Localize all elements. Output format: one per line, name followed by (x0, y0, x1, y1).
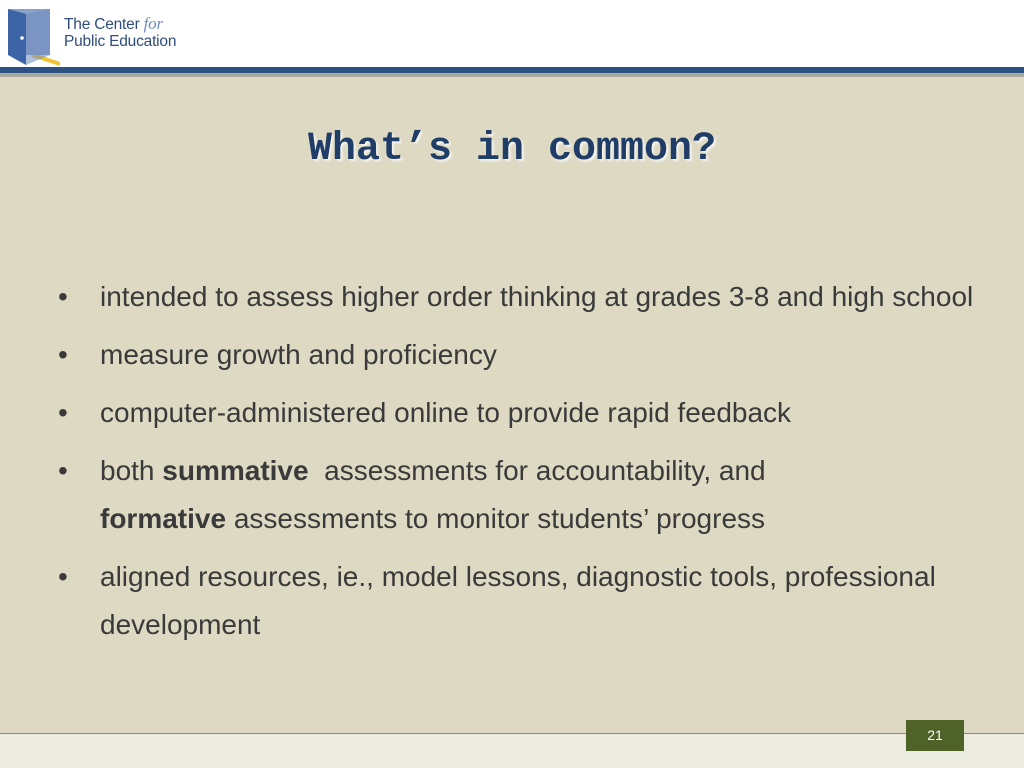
bullet-text: intended to assess higher order thinking at grades 3-8 and high school (100, 281, 974, 312)
logo-line-1: The Center for (64, 14, 163, 33)
bullet-item (58, 273, 978, 321)
bullet-icon: • (58, 397, 68, 428)
bullet-icon: • (58, 281, 68, 312)
bullet-item (58, 447, 978, 543)
bullet-text: computer-administered online to provide rapid feedback (100, 397, 792, 428)
slide-title: What’s in common? (307, 127, 717, 172)
bullet-icon: • (58, 561, 68, 592)
bullet-item (58, 331, 978, 379)
slide-number: 21 (906, 720, 964, 751)
bullet-icon: • (58, 339, 68, 370)
footer-bar (0, 733, 1024, 768)
bullet-icon: • (58, 455, 68, 486)
logo-wordmark (64, 15, 176, 50)
bullet-item (58, 389, 978, 437)
logo-for: for (143, 14, 163, 33)
open-door-logo-icon (4, 5, 64, 67)
header (0, 0, 1024, 68)
bullet-text: measure growth and proficiency (100, 339, 497, 370)
bold-formative: formative (100, 503, 227, 534)
bullet-text: aligned resources, ie., model lessons, diagnostic tools, professional development (100, 561, 936, 640)
header-rule-gray (0, 73, 1024, 77)
bullet-list (58, 273, 978, 659)
bullet-item (58, 553, 978, 649)
logo (4, 5, 204, 67)
logo-line-2: Public Education (64, 33, 177, 50)
bullet-text: both summative assessments for accountability, and formative assessments to monitor students’ progress (100, 455, 766, 534)
bold-summative: summative (162, 455, 309, 486)
